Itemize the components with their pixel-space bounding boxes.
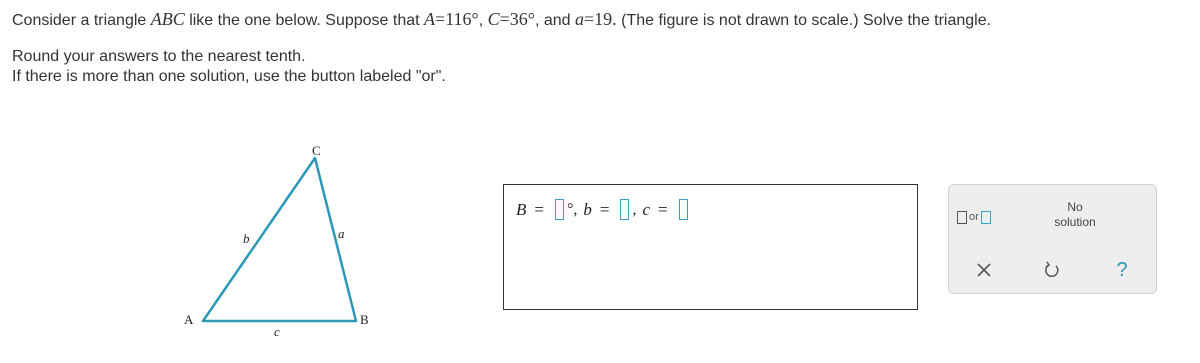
vertex-B-label: B: [360, 312, 369, 327]
no-solution-button[interactable]: No solution: [1054, 200, 1096, 229]
answer-row: B = °, b = , c =: [516, 199, 691, 220]
side-a-label: a: [338, 226, 345, 241]
vertex-C-label: C: [312, 143, 321, 158]
undo-button[interactable]: [1037, 255, 1067, 285]
or-right-box: [981, 211, 991, 224]
rounding-instruction: Round your answers to the nearest tenth.: [12, 48, 306, 65]
answer-tools-panel: [948, 184, 1157, 294]
side-b-label: b: [243, 231, 250, 246]
triangle-outline: [203, 158, 356, 321]
c-label: c: [642, 199, 651, 219]
undo-icon: [1043, 261, 1061, 279]
side-a-value: 19.: [594, 9, 617, 29]
side-c-input[interactable]: [679, 199, 688, 220]
triangle-diagram: [168, 140, 388, 350]
or-left-box: [957, 211, 967, 224]
side-b-input[interactable]: [620, 199, 629, 220]
B-label: B: [516, 199, 527, 219]
help-icon: ?: [1116, 258, 1128, 281]
close-icon: [976, 262, 992, 278]
vertex-A-label: A: [184, 312, 194, 327]
triangle-figure: [168, 140, 388, 350]
angle-C-value: 36°: [509, 9, 535, 29]
problem-statement: Consider a triangle ABC like the one below. Suppose that A=116°, C=36°, and a=19. (The figure is not drawn to scale.) Solve the triangle.: [12, 9, 992, 29]
angle-B-input[interactable]: [555, 199, 564, 220]
or-instruction: If there is more than one solution, use the button labeled "or".: [12, 68, 446, 85]
or-button[interactable]: or: [957, 205, 1003, 229]
answer-area[interactable]: [503, 184, 918, 310]
triangle-name: ABC: [150, 9, 185, 29]
b-label: b: [583, 199, 592, 219]
angle-A-value: 116°: [445, 9, 479, 29]
tool-buttons-row: [949, 245, 1156, 293]
clear-button[interactable]: [969, 255, 999, 285]
side-c-label: c: [274, 324, 280, 339]
help-button[interactable]: [1107, 255, 1137, 285]
